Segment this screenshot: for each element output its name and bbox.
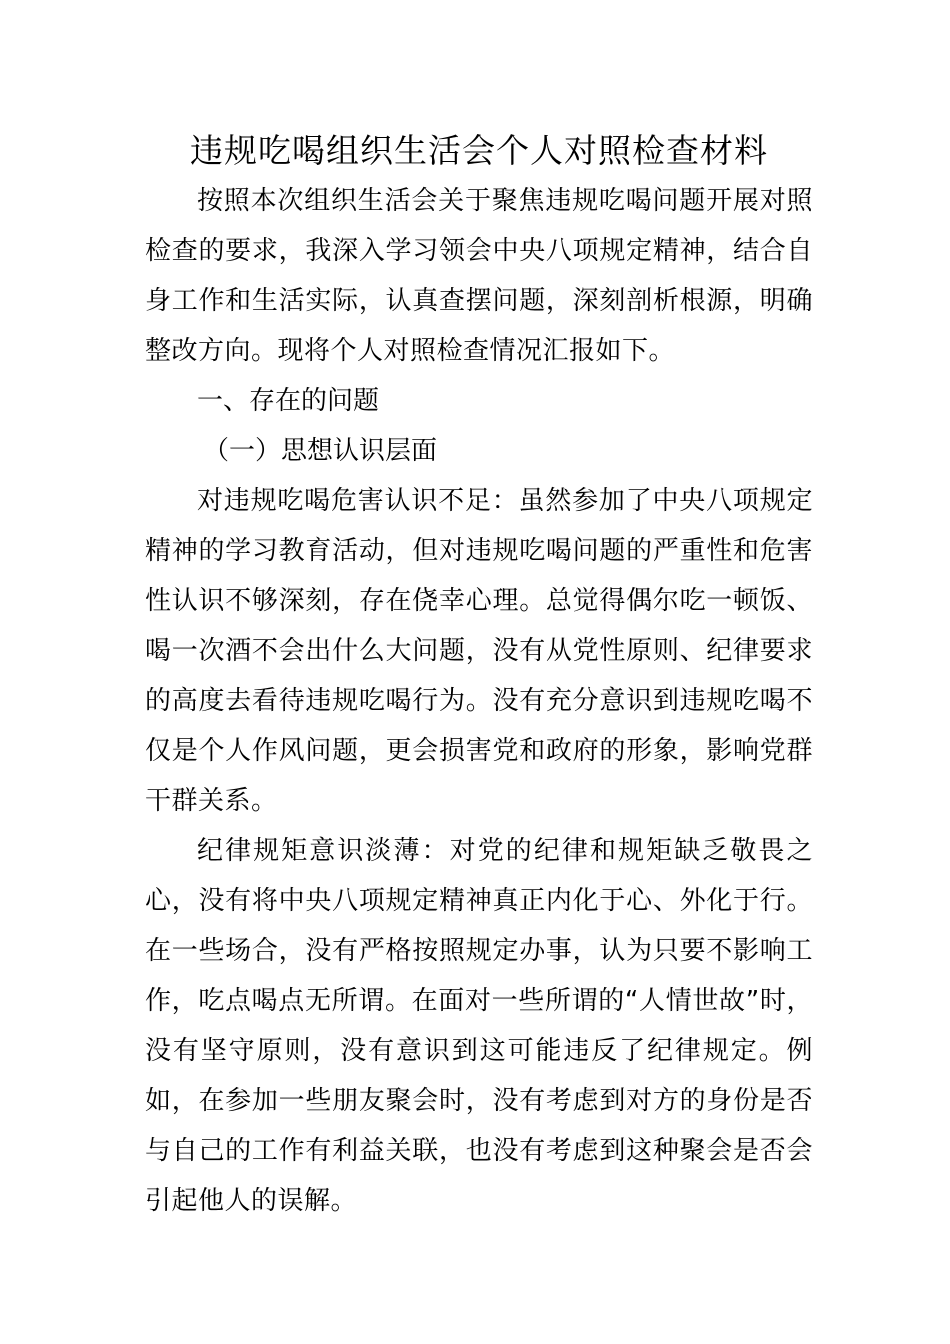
subsection-heading-ideology: （一）思想认识层面	[203, 436, 438, 466]
document-body	[145, 126, 813, 1226]
paragraph-awareness: 对违规吃喝危害认识不足：虽然参加了中央八项规定精神的学习教育活动，但对违规吃喝问题的严重性和危害性认识不够深刻，存在侥幸心理。总觉得偶尔吃一顿饭、喝一次酒不会出什么大问题，没有从党性原则、纪律要求的高度去看待违规吃喝行为。没有充分意识到违规吃喝不仅是个人作风问题，更会损害党和政府的形象，影响党群干群关系。	[145, 486, 813, 816]
document-title: 违规吃喝组织生活会个人对照检查材料	[190, 131, 768, 170]
intro-paragraph: 按照本次组织生活会关于聚焦违规吃喝问题开展对照检查的要求，我深入学习领会中央八项规定精神，结合自身工作和生活实际，认真查摆问题，深刻剖析根源，明确整改方向。现将个人对照检查情况汇报如下。	[145, 186, 813, 366]
paragraph-discipline: 纪律规矩意识淡薄：对党的纪律和规矩缺乏敬畏之心，没有将中央八项规定精神真正内化于心、外化于行。在一些场合，没有严格按照规定办事，认为只要不影响工作，吃点喝点无所谓。在面对一些所谓的“人情世故”时，没有坚守原则，没有意识到这可能违反了纪律规定。例如，在参加一些朋友聚会时，没有考虑到对方的身份是否与自己的工作有利益关联，也没有考虑到这种聚会是否会引起他人的误解。	[145, 836, 813, 1216]
section-heading-problems: 一、存在的问题	[197, 386, 380, 416]
